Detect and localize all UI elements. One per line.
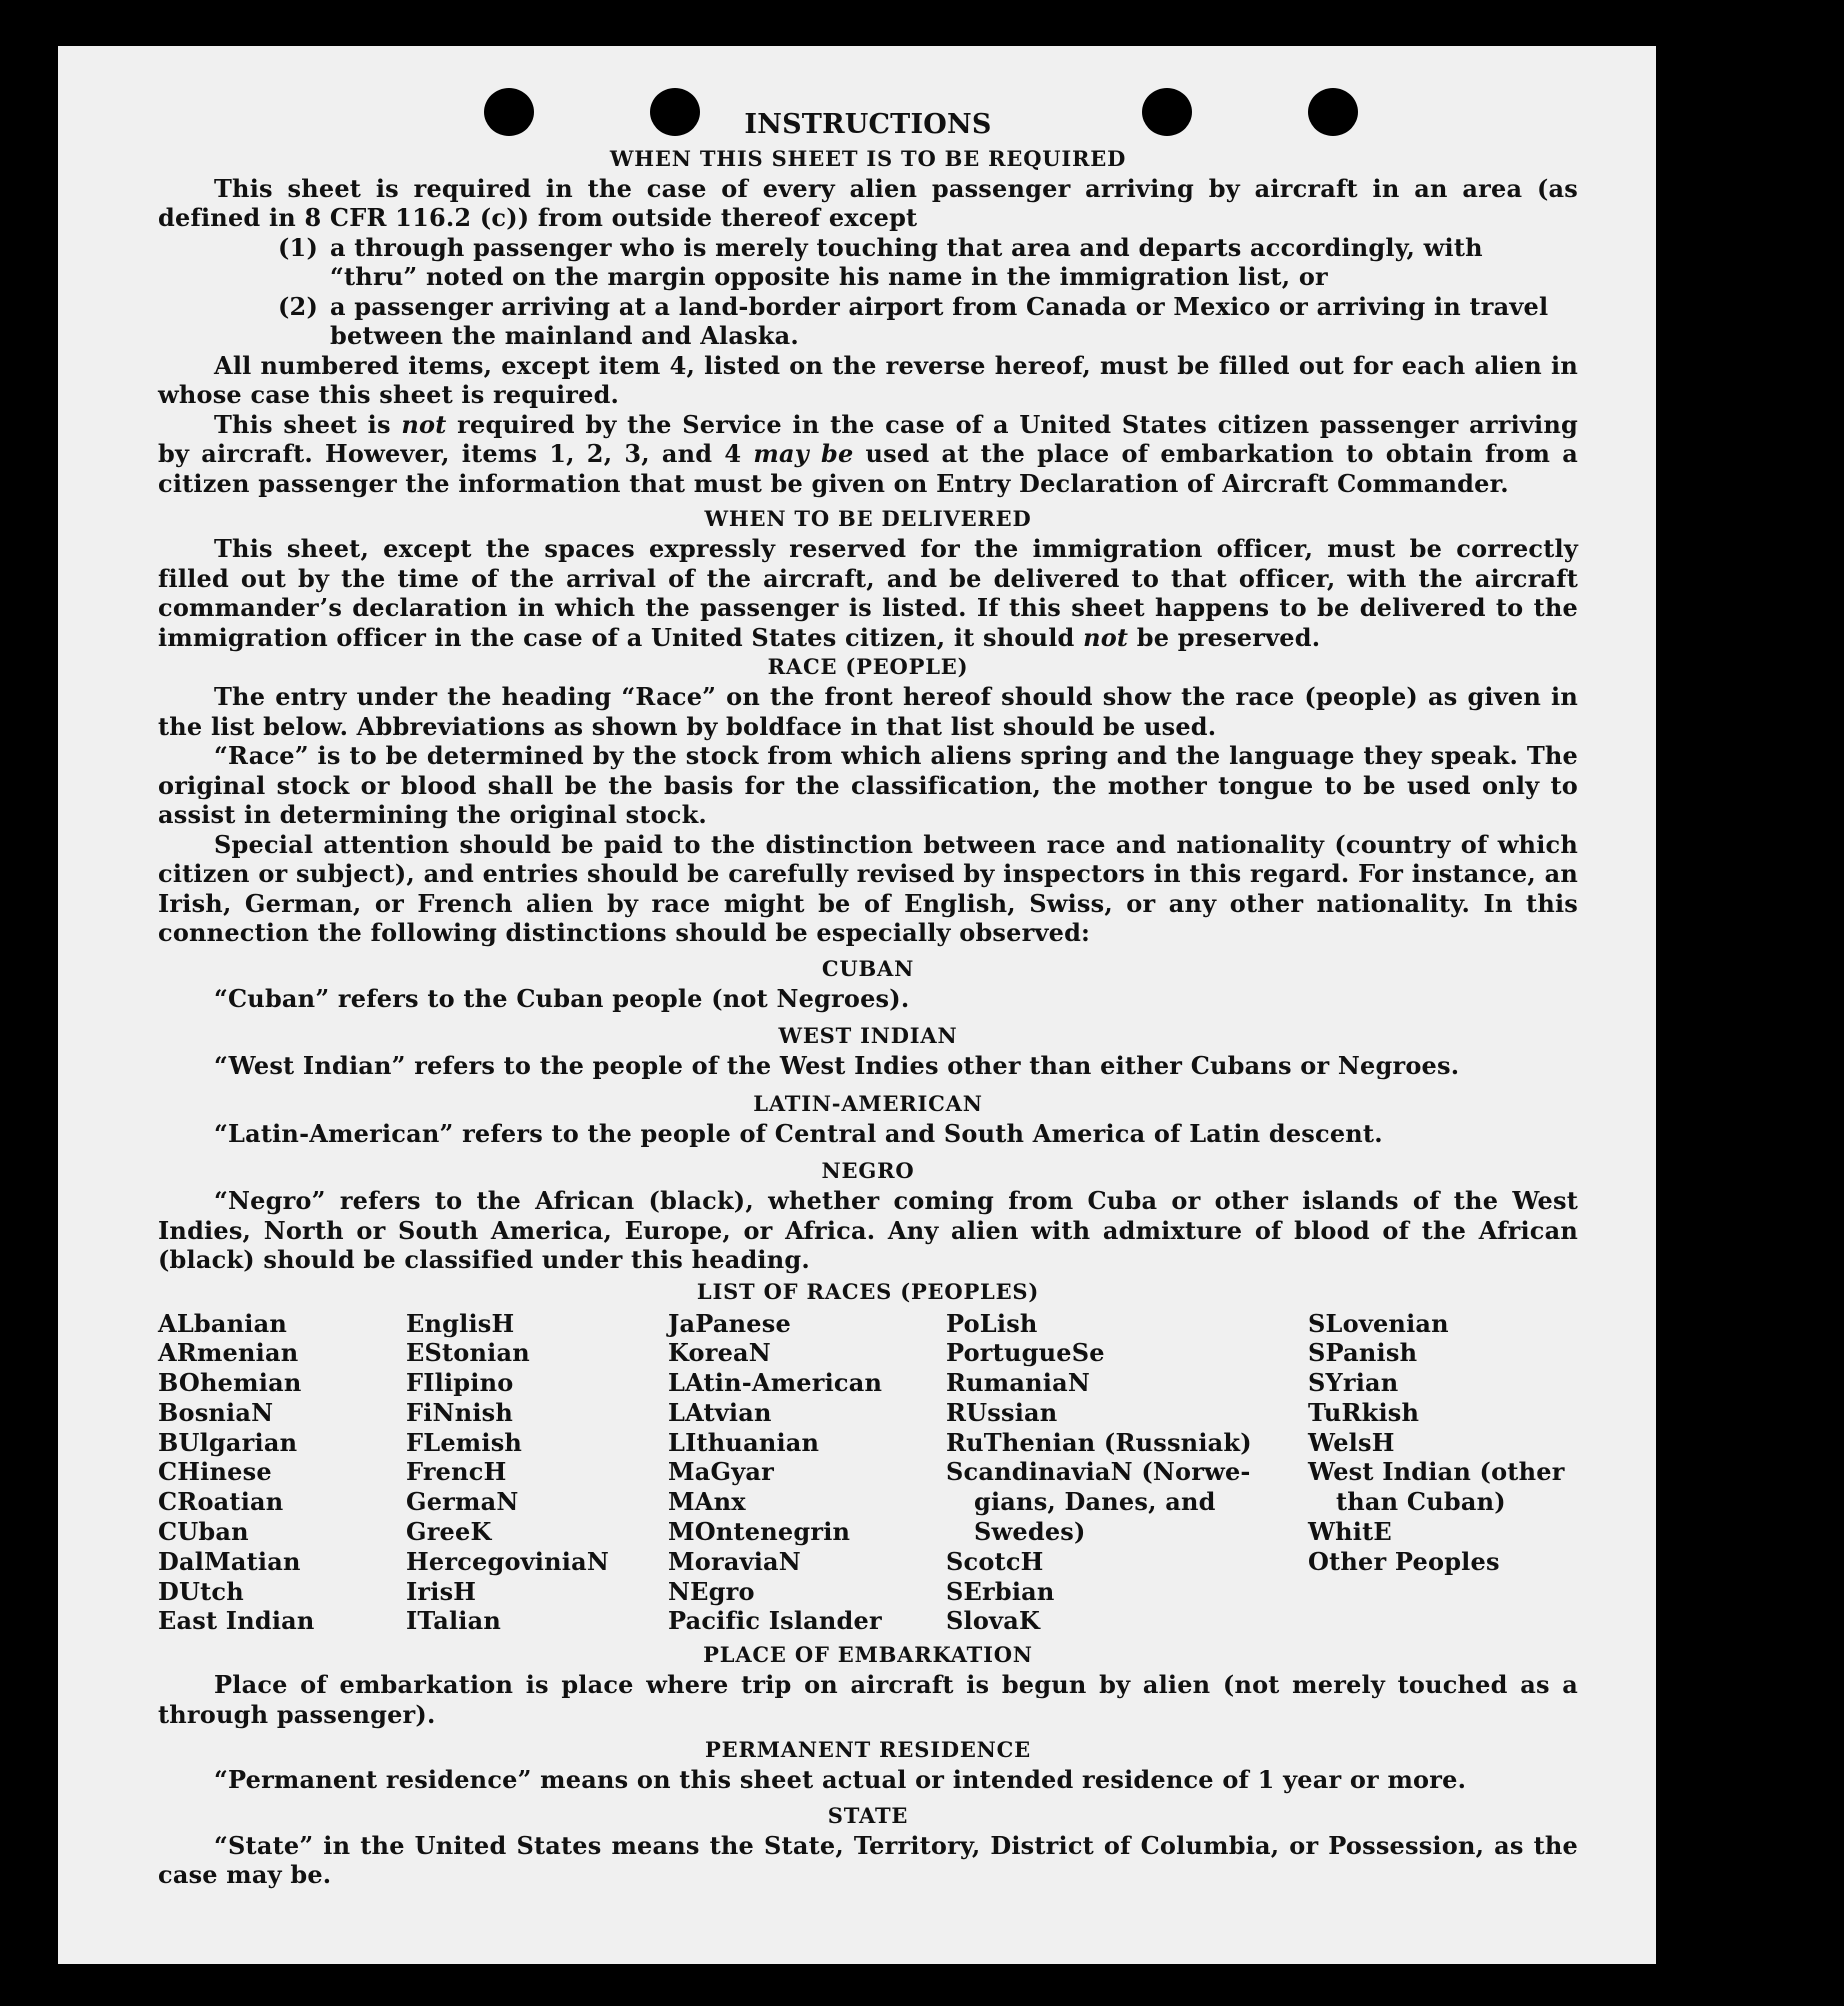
- race-entry: FLemish: [406, 1427, 523, 1457]
- race-entry: SLovenian: [1308, 1308, 1449, 1338]
- race-entry: West Indian (other: [1308, 1457, 1565, 1487]
- race-entry: FiNnish: [406, 1397, 514, 1427]
- race-entry: Swedes): [974, 1517, 1086, 1547]
- section-heading-west-indian: WEST INDIAN: [778, 1023, 958, 1048]
- race-entry: BUlgarian: [158, 1427, 298, 1457]
- race-entry: LAtvian: [668, 1397, 772, 1427]
- race-entry: PortugueSe: [946, 1338, 1105, 1368]
- race-entry: GermaN: [406, 1487, 519, 1517]
- race-entry: LIthuanian: [668, 1427, 820, 1457]
- race-entry: MaGyar: [668, 1457, 774, 1487]
- race-entry: ITalian: [406, 1606, 501, 1636]
- race-entry: MAnx: [668, 1487, 746, 1517]
- race-entry: NEgro: [668, 1576, 755, 1606]
- state-paragraph: “State” in the United States means the State, Territory, District of Columbia, or Possession, as the case may be.: [158, 1830, 1578, 1890]
- section-heading-delivered: WHEN TO BE DELIVERED: [704, 506, 1032, 531]
- races-column: [946, 1309, 1308, 1637]
- exception-number: (2): [278, 291, 319, 321]
- race-entry: Other Peoples: [1308, 1546, 1500, 1576]
- race-entry: RumaniaN: [946, 1368, 1090, 1398]
- residence-paragraph: “Permanent residence” means on this sheet actual or intended residence of 1 year or more.: [214, 1765, 1467, 1795]
- race-paragraph-2: “Race” is to be determined by the stock from which aliens spring and the language they speak. The original stock or blood shall be the basis for the classification, the mother tongue to be used only to assist in determining the original stock.: [158, 741, 1578, 829]
- races-column: [406, 1309, 668, 1637]
- race-entry: FrencH: [406, 1457, 507, 1487]
- section-heading-required: WHEN THIS SHEET IS TO BE REQUIRED: [609, 145, 1127, 171]
- race-entry: LAtin-American: [668, 1368, 883, 1398]
- race-entry: MOntenegrin: [668, 1517, 851, 1547]
- page-title: INSTRUCTIONS: [744, 109, 992, 140]
- races-list: [158, 1309, 1578, 1637]
- race-entry: SPanish: [1308, 1338, 1418, 1368]
- cuban-paragraph: “Cuban” refers to the Cuban people (not Negroes).: [214, 983, 910, 1013]
- exception-item: [278, 233, 1578, 292]
- race-entry: DalMatian: [158, 1546, 301, 1576]
- race-entry: Pacific Islander: [668, 1606, 882, 1636]
- exception-text: a through passenger who is merely touching that area and departs accordingly, with “thru” noted on the margin opposite his name in the immigration list, or: [330, 232, 1483, 291]
- instructions-body: [158, 110, 1578, 1890]
- race-entry: FIlipino: [406, 1368, 514, 1398]
- race-entry: ARmenian: [158, 1338, 299, 1368]
- race-entry: WelsH: [1308, 1427, 1395, 1457]
- race-paragraph-3: Special attention should be paid to the distinction between race and nationality (country of which citizen or subject), and entries should be carefully revised by inspectors in this regard. For instance, an Irish, German, or French alien by race might be of English, Swiss, or any other nationality. In this connection the following distinctions should be especially observed:: [158, 829, 1578, 947]
- race-entry: BosniaN: [158, 1397, 274, 1427]
- delivered-paragraph: This sheet, except the spaces expressly reserved for the immigration officer, must be correctly filled out by the time of the arrival of the aircraft, and be delivered to that officer, with the aircraft commander’s declaration in which the passenger is listed. If this sheet happens to be delivered to the immigration officer in the case of a United States citizen, it should not be preserved.: [158, 534, 1578, 652]
- negro-paragraph: “Negro” refers to the African (black), whether coming from Cuba or other islands of the West Indies, North or South America, Europe, or Africa. Any alien with admixture of blood of the African (black) should be classified under this heading.: [158, 1186, 1578, 1274]
- latin-american-paragraph: “Latin-American” refers to the people of Central and South America of Latin descent.: [214, 1118, 1383, 1148]
- exception-text: a passenger arriving at a land-border airport from Canada or Mexico or arriving in travel between the mainland and Alaska.: [330, 291, 1549, 350]
- races-column: [1308, 1309, 1578, 1637]
- section-heading-cuban: CUBAN: [821, 955, 915, 981]
- race-entry: DUtch: [158, 1576, 244, 1606]
- race-entry: WhitE: [1308, 1517, 1392, 1547]
- race-entry: GreeK: [406, 1517, 492, 1547]
- section-heading-embarkation: PLACE OF EMBARKATION: [703, 1642, 1033, 1668]
- required-paragraph-3: This sheet is not required by the Service in the case of a United States citizen passenger arriving by aircraft. However, items 1, 2, 3, and 4 may be used at the place of embarkation to obtain from a citizen passenger the information that must be given on Entry Declaration of Aircraft Commander.: [158, 409, 1578, 498]
- race-entry: ALbanian: [158, 1308, 287, 1338]
- race-entry: EnglisH: [406, 1308, 515, 1338]
- race-entry: than Cuban): [1336, 1487, 1506, 1517]
- race-entry: MoraviaN: [668, 1546, 801, 1576]
- race-entry: JaPanese: [668, 1308, 791, 1338]
- exception-number: (1): [278, 232, 319, 262]
- race-entry: IrisH: [406, 1576, 477, 1606]
- race-entry: KoreaN: [668, 1338, 771, 1368]
- race-entry: SYrian: [1308, 1368, 1399, 1398]
- race-entry: SErbian: [946, 1576, 1055, 1606]
- race-entry: CUban: [158, 1517, 249, 1547]
- race-entry: TuRkish: [1308, 1397, 1420, 1427]
- race-entry: ScotcH: [946, 1546, 1044, 1576]
- required-paragraph-2: All numbered items, except item 4, listed on the reverse hereof, must be filled out for each alien in whose case this sheet is required.: [158, 350, 1578, 409]
- section-heading-race: RACE (PEOPLE): [767, 654, 969, 679]
- section-heading-latin-american: LATIN-AMERICAN: [753, 1090, 983, 1116]
- race-entry: HercegoviniaN: [406, 1546, 609, 1576]
- race-entry: CHinese: [158, 1457, 272, 1487]
- race-entry: gians, Danes, and: [974, 1487, 1216, 1517]
- race-entry: SlovaK: [946, 1606, 1041, 1636]
- section-heading-negro: NEGRO: [821, 1158, 915, 1183]
- document-page: [58, 46, 1656, 1964]
- west-indian-paragraph: “West Indian” refers to the people of the West Indies other than either Cubans or Negroes.: [214, 1051, 1460, 1080]
- races-column: [158, 1309, 406, 1637]
- race-entry: PoLish: [946, 1308, 1038, 1338]
- race-entry: RUssian: [946, 1397, 1058, 1427]
- exception-item: [278, 292, 1578, 351]
- race-entry: ScandinaviaN (Norwe-: [946, 1457, 1251, 1487]
- race-entry: CRoatian: [158, 1487, 284, 1517]
- race-entry: East Indian: [158, 1606, 315, 1636]
- section-heading-residence: PERMANENT RESIDENCE: [705, 1737, 1031, 1763]
- embarkation-paragraph: Place of embarkation is place where trip on aircraft is begun by alien (not merely touched as a through passenger).: [158, 1670, 1578, 1729]
- required-intro: This sheet is required in the case of every alien passenger arriving by aircraft in an area (as defined in 8 CFR 116.2 (c)) from outside thereof except: [158, 173, 1578, 232]
- section-heading-state: STATE: [827, 1802, 909, 1828]
- section-heading-races-list: LIST OF RACES (PEOPLES): [696, 1278, 1040, 1304]
- race-entry: EStonian: [406, 1338, 530, 1368]
- race-entry: BOhemian: [158, 1368, 302, 1398]
- race-paragraph-1: The entry under the heading “Race” on the front hereof should show the race (people) as given in the list below. Abbreviations as shown by boldface in that list should be used.: [158, 682, 1578, 741]
- race-entry: RuThenian (Russniak): [946, 1427, 1252, 1457]
- races-column: [668, 1309, 946, 1637]
